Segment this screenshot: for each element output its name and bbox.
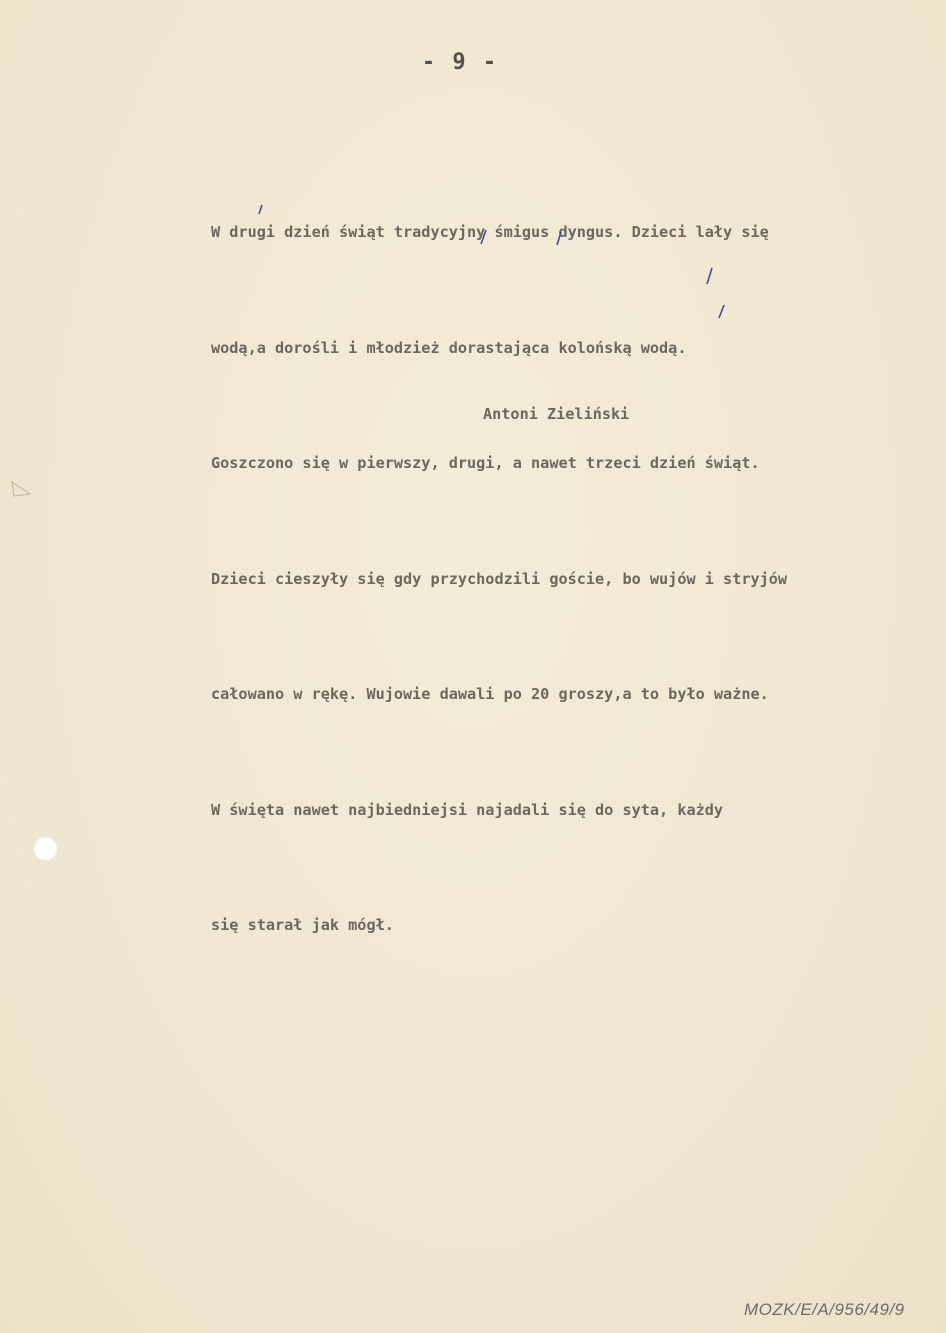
typed-text-block (211, 136, 926, 983)
text-line-3: Goszczono się w pierwszy, drugi, a nawet trzeci dzień świąt. (211, 454, 760, 472)
text-line-5: całowano w rękę. Wujowie dawali po 20 groszy,a to było ważne. (211, 685, 769, 703)
text-line-4: Dzieci cieszyły się gdy przychodzili goście, bo wujów i stryjów (211, 569, 788, 588)
author-signature: Antoni Zieliński (483, 405, 630, 423)
text-line-2: wodą,a dorośli i młodzież dorastająca kolońską wodą. (211, 338, 687, 357)
text-line-1: W drugi dzień świąt tradycyjny śmigus dyngus. Dzieci lały się (211, 223, 769, 241)
page-number: - 9 - (421, 50, 499, 75)
punch-hole (33, 836, 58, 861)
archive-reference: MOZK/E/A/956/49/9 (744, 1300, 905, 1319)
text-line-7: się starał jak mógł. (211, 916, 394, 934)
text-line-6: W święta nawet najbiedniejsi najadali się do syta, każdy (211, 800, 724, 819)
